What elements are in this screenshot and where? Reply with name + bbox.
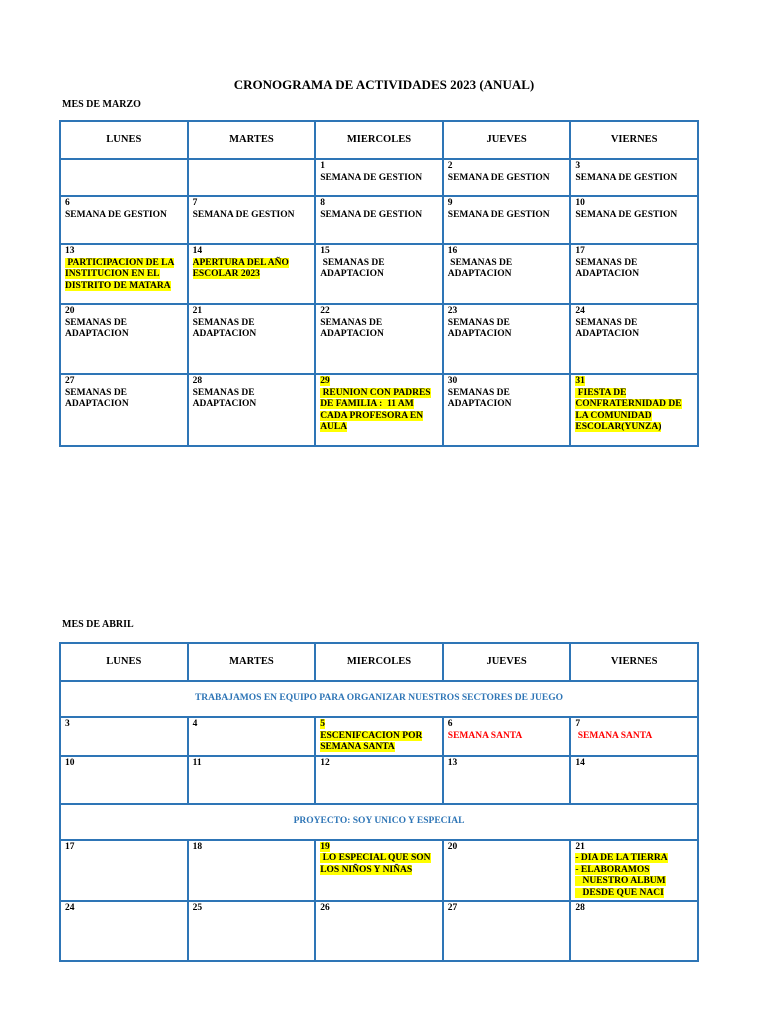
day-number: 6 bbox=[447, 719, 453, 729]
activity-text: PARTICIPACION DE LA bbox=[65, 257, 175, 268]
weekday-header: MIERCOLES bbox=[315, 121, 443, 159]
day-cell bbox=[315, 756, 443, 804]
activity-text: SEMANAS DE bbox=[320, 257, 385, 268]
activity-text: SEMANA DE GESTION bbox=[192, 209, 295, 220]
day-number: 20 bbox=[447, 841, 458, 852]
day-number: 23 bbox=[447, 306, 458, 316]
activity-text: SEMANA DE GESTION bbox=[447, 172, 550, 183]
week-row bbox=[60, 717, 698, 756]
activity-text: SEMANA DE GESTION bbox=[320, 172, 423, 183]
day-cell bbox=[443, 196, 571, 244]
day-number: 6 bbox=[65, 198, 70, 208]
day-number: 10 bbox=[65, 757, 75, 768]
activity-text: ESCOLAR 2023 bbox=[192, 269, 260, 279]
weekday-header: MARTES bbox=[188, 121, 316, 159]
day-cell bbox=[570, 374, 698, 446]
activity-text: SEMANA DE GESTION bbox=[65, 209, 167, 220]
activity-text: FIESTA DE bbox=[575, 387, 627, 398]
day-cell bbox=[443, 304, 571, 374]
activity-text: CADA PROFESORA EN bbox=[320, 410, 424, 421]
activity-text: SEMANA SANTA bbox=[320, 742, 395, 752]
day-cell bbox=[188, 304, 316, 374]
day-cell bbox=[315, 840, 443, 902]
activity-text: SEMANAS DE bbox=[575, 257, 638, 268]
activity-text: ADAPTACION bbox=[575, 269, 640, 279]
day-number: 17 bbox=[575, 246, 585, 256]
day-number: 31 bbox=[575, 376, 585, 386]
day-cell bbox=[315, 244, 443, 304]
day-cell bbox=[188, 901, 316, 961]
activity-text: ESCENIFCACION POR bbox=[320, 730, 423, 741]
day-cell bbox=[60, 756, 188, 804]
weekday-header: LUNES bbox=[60, 121, 188, 159]
day-number: 9 bbox=[447, 198, 453, 208]
day-cell bbox=[60, 901, 188, 961]
day-cell bbox=[315, 304, 443, 374]
day-cell bbox=[60, 717, 188, 756]
day-number: 27 bbox=[447, 903, 458, 913]
day-cell bbox=[570, 244, 698, 304]
activity-text: INSTITUCION EN EL bbox=[65, 269, 160, 279]
activity-text: SEMANA SANTA bbox=[447, 730, 523, 741]
day-number: 18 bbox=[192, 841, 203, 852]
activity-text: ADAPTACION bbox=[65, 399, 129, 409]
day-cell bbox=[443, 901, 571, 961]
day-cell bbox=[570, 717, 698, 756]
day-number: 21 bbox=[575, 841, 585, 852]
day-number: 12 bbox=[320, 757, 330, 768]
activity-text: SEMANAS DE bbox=[192, 317, 255, 328]
activity-text: LOS NIÑOS Y NIÑAS bbox=[320, 864, 413, 875]
activity-text: SEMANAS DE bbox=[65, 387, 128, 398]
day-cell bbox=[443, 840, 571, 902]
week-row bbox=[60, 374, 698, 446]
activity-text: SEMANAS DE bbox=[447, 257, 513, 268]
day-cell bbox=[315, 374, 443, 446]
activity-text: SEMANA DE GESTION bbox=[575, 172, 678, 183]
activity-text: ADAPTACION bbox=[447, 269, 512, 279]
activity-text: DESDE QUE NACI bbox=[575, 887, 664, 898]
week-row bbox=[60, 304, 698, 374]
day-number: 10 bbox=[575, 198, 585, 208]
week-row bbox=[60, 756, 698, 804]
activity-text: ADAPTACION bbox=[320, 269, 384, 279]
day-cell bbox=[570, 756, 698, 804]
day-number: 14 bbox=[192, 246, 203, 256]
day-cell bbox=[315, 717, 443, 756]
activity-text: SEMANAS DE bbox=[447, 317, 510, 328]
activity-text: NUESTRO ALBUM bbox=[575, 876, 666, 886]
day-number: 21 bbox=[192, 306, 203, 316]
activity-text: REUNION CON PADRES bbox=[320, 387, 431, 398]
day-number: 30 bbox=[447, 376, 458, 386]
week-row bbox=[60, 244, 698, 304]
day-number: 7 bbox=[192, 198, 198, 208]
weekday-header: JUEVES bbox=[443, 643, 571, 681]
activity-text: - DIA DE LA TIERRA bbox=[575, 853, 668, 863]
day-number: 14 bbox=[575, 757, 585, 768]
day-number: 19 bbox=[320, 841, 330, 852]
activity-text: AULA bbox=[320, 422, 348, 432]
day-cell bbox=[188, 196, 316, 244]
day-cell bbox=[60, 159, 188, 196]
weekday-header: LUNES bbox=[60, 643, 188, 681]
day-number: 5 bbox=[320, 719, 325, 729]
section-banner: TRABAJAMOS EN EQUIPO PARA ORGANIZAR NUESTROS SECTORES DE JUEGO bbox=[60, 681, 698, 717]
weekday-header: JUEVES bbox=[443, 121, 571, 159]
day-number: 28 bbox=[575, 903, 585, 913]
banner-row bbox=[60, 804, 698, 840]
banner-row bbox=[60, 681, 698, 717]
day-number: 11 bbox=[192, 757, 202, 768]
activity-text: SEMANAS DE bbox=[575, 317, 638, 328]
calendar-table-abril bbox=[59, 642, 699, 962]
day-number: 24 bbox=[575, 306, 585, 316]
day-cell bbox=[60, 374, 188, 446]
activity-text: SEMANAS DE bbox=[192, 387, 255, 398]
weekday-header: VIERNES bbox=[570, 643, 698, 681]
activity-text: SEMANAS DE bbox=[320, 317, 383, 328]
day-number: 3 bbox=[65, 719, 70, 729]
activity-text: ADAPTACION bbox=[192, 399, 257, 409]
activity-text: SEMANAS DE bbox=[65, 317, 128, 328]
weekday-header: VIERNES bbox=[570, 121, 698, 159]
day-cell bbox=[60, 304, 188, 374]
day-cell bbox=[60, 840, 188, 902]
week-row bbox=[60, 196, 698, 244]
weekday-header: MARTES bbox=[188, 643, 316, 681]
activity-text: SEMANA SANTA bbox=[575, 730, 653, 741]
day-number: 2 bbox=[447, 161, 453, 171]
day-number: 8 bbox=[320, 198, 325, 208]
day-cell bbox=[315, 196, 443, 244]
week-row bbox=[60, 159, 698, 196]
day-number: 22 bbox=[320, 306, 330, 316]
month-label-marzo: MES DE MARZO bbox=[62, 99, 141, 110]
day-number: 16 bbox=[447, 246, 458, 256]
day-number: 7 bbox=[575, 719, 581, 729]
activity-text: ESCOLAR(YUNZA) bbox=[575, 422, 662, 432]
weekday-header: MIERCOLES bbox=[315, 643, 443, 681]
day-cell bbox=[60, 244, 188, 304]
activity-text: SEMANA DE GESTION bbox=[575, 209, 678, 220]
activity-text: SEMANAS DE bbox=[447, 387, 510, 398]
activity-text: ADAPTACION bbox=[192, 329, 257, 339]
activity-text: CONFRATERNIDAD DE bbox=[575, 399, 682, 409]
day-number: 3 bbox=[575, 161, 581, 171]
month-label-abril: MES DE ABRIL bbox=[62, 619, 134, 630]
day-number: 13 bbox=[65, 246, 75, 256]
day-cell bbox=[570, 196, 698, 244]
day-number: 17 bbox=[65, 841, 75, 852]
activity-text: LA COMUNIDAD bbox=[575, 410, 652, 421]
activity-text: DE FAMILIA : 11 AM bbox=[320, 399, 414, 409]
day-number: 20 bbox=[65, 306, 75, 316]
day-cell bbox=[443, 159, 571, 196]
day-number: 4 bbox=[192, 719, 198, 729]
week-row bbox=[60, 840, 698, 902]
activity-text: LO ESPECIAL QUE SON bbox=[320, 853, 431, 863]
day-cell bbox=[188, 159, 316, 196]
day-number: 29 bbox=[320, 376, 330, 386]
day-cell bbox=[570, 304, 698, 374]
page-title: CRONOGRAMA DE ACTIVIDADES 2023 (ANUAL) bbox=[233, 77, 535, 92]
activity-text: SEMANA DE GESTION bbox=[320, 209, 423, 220]
day-cell bbox=[188, 244, 316, 304]
calendar-table-marzo bbox=[59, 120, 699, 447]
day-cell bbox=[315, 901, 443, 961]
day-cell bbox=[570, 159, 698, 196]
weekday-header-row bbox=[60, 643, 698, 681]
weekday-header-row bbox=[60, 121, 698, 159]
day-number: 28 bbox=[192, 376, 203, 386]
activity-text: - ELABORAMOS bbox=[575, 864, 650, 875]
activity-text: APERTURA DEL AÑO bbox=[192, 257, 289, 268]
day-cell bbox=[188, 717, 316, 756]
activity-text: ADAPTACION bbox=[65, 329, 129, 339]
day-cell bbox=[443, 756, 571, 804]
day-number: 27 bbox=[65, 376, 75, 386]
day-cell bbox=[443, 717, 571, 756]
day-number: 1 bbox=[320, 161, 325, 171]
day-number: 24 bbox=[65, 903, 75, 913]
day-cell bbox=[443, 374, 571, 446]
week-row bbox=[60, 901, 698, 961]
day-cell bbox=[188, 840, 316, 902]
day-number: 25 bbox=[192, 903, 203, 913]
activity-text: ADAPTACION bbox=[575, 329, 640, 339]
activity-text: SEMANA DE GESTION bbox=[447, 209, 550, 220]
day-cell bbox=[188, 374, 316, 446]
section-banner: PROYECTO: SOY UNICO Y ESPECIAL bbox=[60, 804, 698, 840]
activity-text: ADAPTACION bbox=[320, 329, 384, 339]
activity-text: ADAPTACION bbox=[447, 399, 512, 409]
day-cell bbox=[443, 244, 571, 304]
day-number: 13 bbox=[447, 757, 458, 768]
day-cell bbox=[315, 159, 443, 196]
activity-text: DISTRITO DE MATARA bbox=[65, 280, 171, 291]
day-number: 15 bbox=[320, 246, 330, 256]
day-cell bbox=[570, 840, 698, 902]
day-cell bbox=[570, 901, 698, 961]
day-number: 26 bbox=[320, 903, 330, 913]
day-cell bbox=[188, 756, 316, 804]
activity-text: ADAPTACION bbox=[447, 329, 512, 339]
day-cell bbox=[60, 196, 188, 244]
